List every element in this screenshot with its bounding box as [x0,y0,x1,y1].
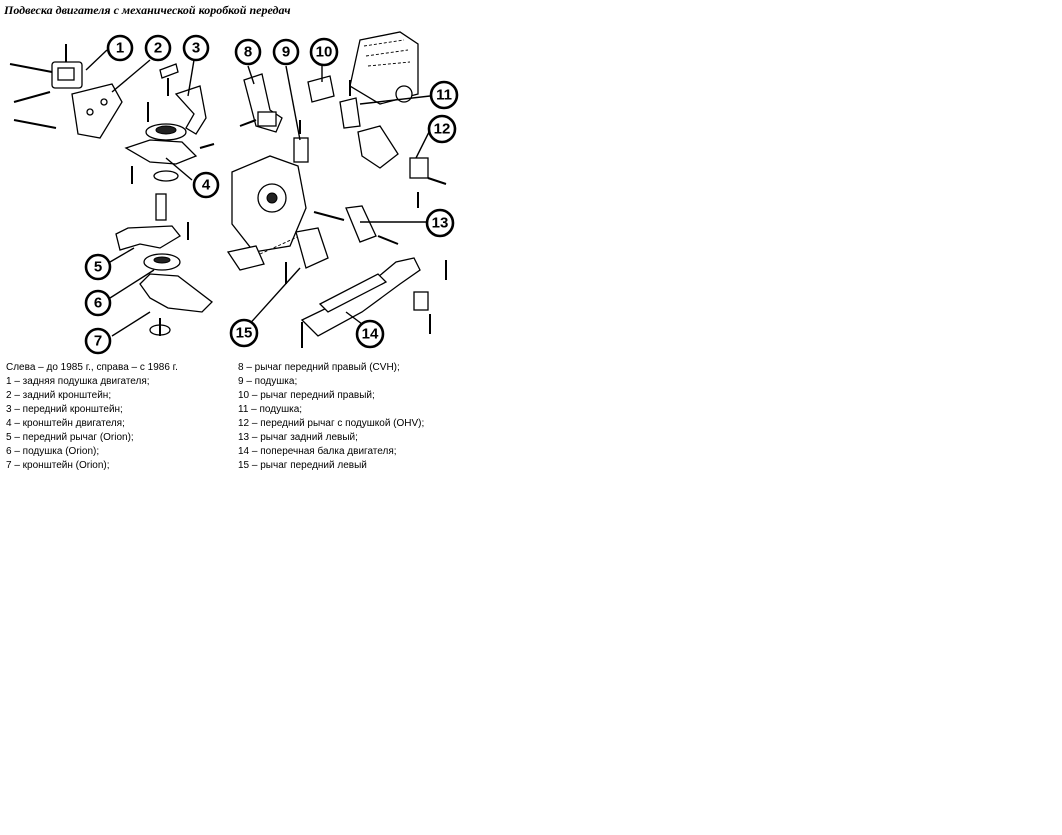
legend-item-11: 11 – подушка; [238,404,303,415]
callout-6 [86,291,110,315]
callout-9 [274,40,298,64]
callout-15-label: 15 [235,324,253,342]
callout-11-label: 11 [436,86,452,104]
callout-6-label: 6 [93,294,103,312]
legend-item-10: 10 – рычаг передний правый; [238,390,375,401]
rear-left-arm-13-group [314,206,398,244]
gearbox-housing [232,156,306,252]
callout-2-label: 2 [153,39,163,57]
legend-item-9: 9 – подушка; [238,376,298,387]
callout-8 [236,40,260,64]
callout-4 [194,173,218,197]
callout-14 [357,321,383,347]
orion-mount-group [144,254,180,270]
orion-front-arm-group [116,194,188,250]
callout-12 [429,116,455,142]
callout-13 [427,210,453,236]
legend-item-13: 13 – рычаг задний левый; [238,432,358,443]
callout-7-label: 7 [93,332,103,350]
callout-5-label: 5 [93,258,103,276]
legend-item-5: 5 – передний рычаг (Orion); [6,432,134,443]
orion-bracket-group [140,274,212,336]
legend-item-6: 6 – подушка (Orion); [6,446,100,457]
rear-engine-mount-group [10,44,82,128]
callout-5 [86,255,110,279]
engine-mount-diagram [0,22,470,357]
legend-left-column [6,361,178,473]
legend-right-column [238,361,424,473]
callout-15 [231,320,257,346]
mount-9-group [294,120,308,162]
legend-item-3: 3 – передний кронштейн; [6,404,123,415]
exploded-view-drawing [0,22,470,357]
callout-13-label: 13 [431,214,449,232]
legend-item-4: 4 – кронштейн двигателя; [6,418,125,429]
legend-item-1: 1 – задняя подушка двигателя; [6,376,150,387]
engine-block-outline [350,32,418,104]
callout-14-label: 14 [361,325,379,343]
callout-10-label: 10 [315,43,333,61]
legend-item-12: 12 – передний рычаг с подушкой (OHV); [238,418,425,429]
callout-9-label: 9 [281,43,291,61]
callout-12-label: 12 [433,120,451,138]
callout-2 [146,36,170,60]
callout-7 [86,329,110,353]
legend-caption: Слева – до 1985 г., справа – с 1986 г. [6,362,178,373]
callout-4-label: 4 [201,176,211,194]
page-title: Подвеска двигателя с механической коробкой передач [4,3,291,17]
legend-item-7: 7 – кронштейн (Orion); [6,460,110,471]
callout-10 [311,39,337,65]
callout-8-label: 8 [243,43,253,61]
legend-item-14: 14 – поперечная балка двигателя; [238,446,397,457]
callout-1-label: 1 [115,39,125,57]
callout-11 [431,82,457,108]
callout-3 [184,36,208,60]
legend-item-15: 15 – рычаг передний левый [238,460,367,471]
cvh-front-right-arm-group [240,74,282,132]
rear-bracket-group [72,84,122,138]
legend-item-2: 2 – задний кронштейн; [6,390,112,401]
callout-3-label: 3 [191,39,201,57]
front-bracket-group [148,64,206,134]
legend-item-8: 8 – рычаг передний правый (CVH); [238,362,400,373]
callout-1 [108,36,132,60]
